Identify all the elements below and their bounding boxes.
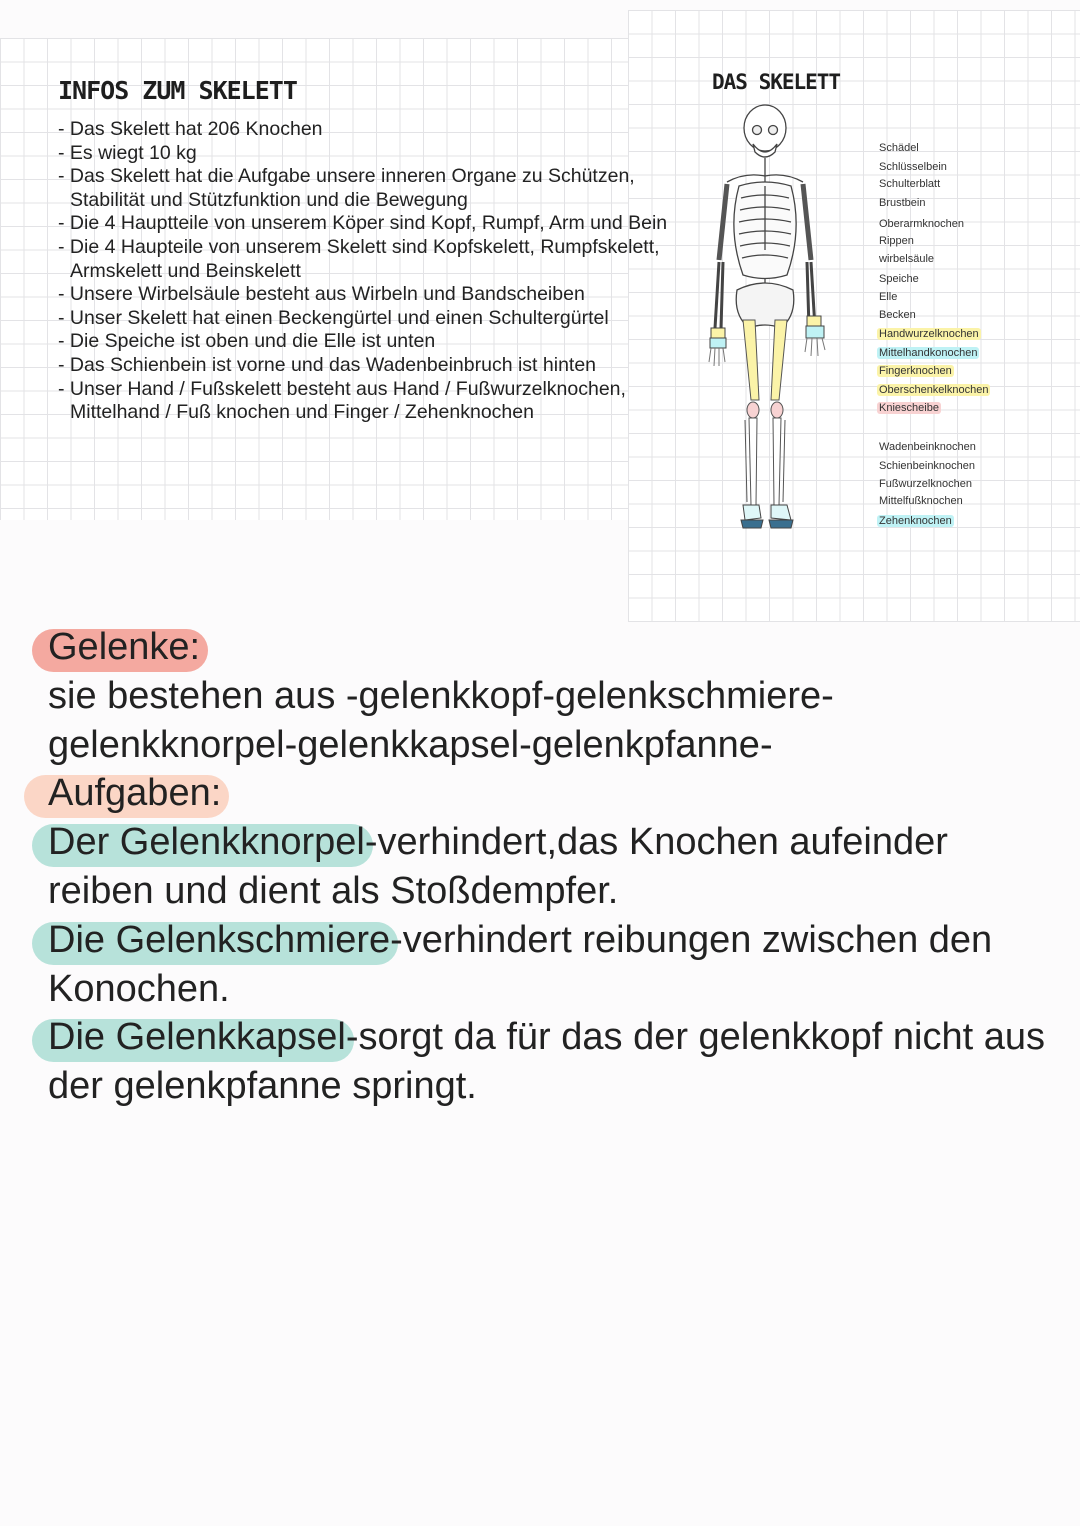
bone-label: Handwurzelknochen [879,328,979,340]
skeleton-illustration [705,100,840,532]
femur [771,320,787,400]
gelenke-heading-line [48,623,1048,672]
entry-term: Die Gelenkschmiere [48,916,390,965]
clavicle [727,175,765,182]
bone-label: Becken [879,309,916,321]
bone-label: Zehenknochen [879,515,952,527]
eye-socket [753,126,762,135]
bone-label: Kniescheibe [879,402,939,414]
bone-label: Brustbein [879,197,926,209]
notes-section [48,623,1048,1111]
tibia [773,418,781,505]
list-item: - Die Speiche ist oben und die Elle ist unten [58,330,698,354]
femur [743,320,759,400]
list-item: - Das Skelett hat 206 Knochen [58,118,698,142]
aufgaben-heading-line [48,769,1048,818]
bone-label: Elle [879,291,898,303]
kneecap [747,402,759,418]
clavicle [765,175,803,182]
list-item: - Unser Hand / Fußskelett besteht aus Hand / Fußwurzelknochen, Mittelhand / Fuß knochen und Finger / Zehenknochen [58,378,698,425]
kneecap [771,402,783,418]
entry-gelenkknorpel [48,818,1048,916]
skull [744,105,786,151]
hand-right [805,316,825,356]
bone-label: Schlüsselbein [879,161,947,173]
list-item: - Das Schienbein ist vorne und das Wadenbeinbruch ist hinten [58,354,698,378]
feet [741,505,793,528]
entry-term: Die Gelenkkapsel [48,1013,346,1062]
bone-label: Mittelfußknochen [879,495,963,507]
aufgaben-heading: Aufgaben: [48,769,221,818]
bone-label: Schulterblatt [879,178,941,190]
bone-label: Oberschenkelknochen [879,384,989,396]
entry-text: -sorgt da für das der gelenkkopf nicht aus der gelenkpfanne springt. [48,1016,1046,1108]
hand-left [709,328,726,366]
bone-label: Fingerknochen [879,365,952,377]
list-item: - Das Skelett hat die Aufgabe unsere inneren Organe zu Schützen, Stabilität und Stützfunktion und die Bewegung [58,165,698,212]
bone-label: Schädel [879,142,919,154]
bone-label: Fußwurzelknochen [879,478,972,490]
bone-label: Mittelhandkonochen [879,347,978,359]
bone-label: Rippen [879,235,914,247]
infos-title: INFOS ZUM SKELETT [58,76,297,105]
list-item: - Die 4 Hauptteile von unserem Köper sind Kopf, Rumpf, Arm und Bein [58,212,698,236]
entry-term: Der Gelenkknorpel [48,818,365,867]
entry-gelenkschmiere [48,916,1048,1014]
bone-label: Wadenbeinknochen [879,441,976,453]
forearm [721,262,723,328]
list-item: - Die 4 Haupteile von unserem Skelett sind Kopfskelett, Rumpfskelett, Armskelett und Beinskelett [58,236,698,283]
infos-list [58,118,698,425]
bone-label: Speiche [879,273,919,285]
gelenke-heading: Gelenke: [48,623,200,672]
skeleton-title: DAS SKELETT [712,70,841,94]
bone-label: Oberarmknochen [879,218,964,230]
list-item: - Es wiegt 10 kg [58,142,698,166]
eye-socket [769,126,778,135]
bone-label: Schienbeinknochen [879,460,976,472]
humerus [719,184,727,260]
list-item: - Unser Skelett hat einen Beckengürtel und einen Schultergürtel [58,307,698,331]
fibula [745,420,747,502]
entry-text: -verhindert reibungen zwischen den Konochen. [48,918,993,1010]
entry-gelenkkapsel [48,1013,1048,1111]
entry-text: -verhindert,das Knochen aufeinder reiben und dient als Stoßdempfer. [48,821,948,912]
list-item: - Unsere Wirbelsäule besteht aus Wirbeln und Bandscheiben [58,283,698,307]
forearm [715,262,719,328]
humerus [803,184,811,260]
tibia [749,418,757,505]
gelenke-text: sie bestehen aus -gelenkkopf-gelenkschmiere-gelenkknorpel-gelenkkapsel-gelenkpfanne- [48,674,834,766]
bone-label: wirbelsäule [879,253,935,265]
fibula [783,420,785,502]
